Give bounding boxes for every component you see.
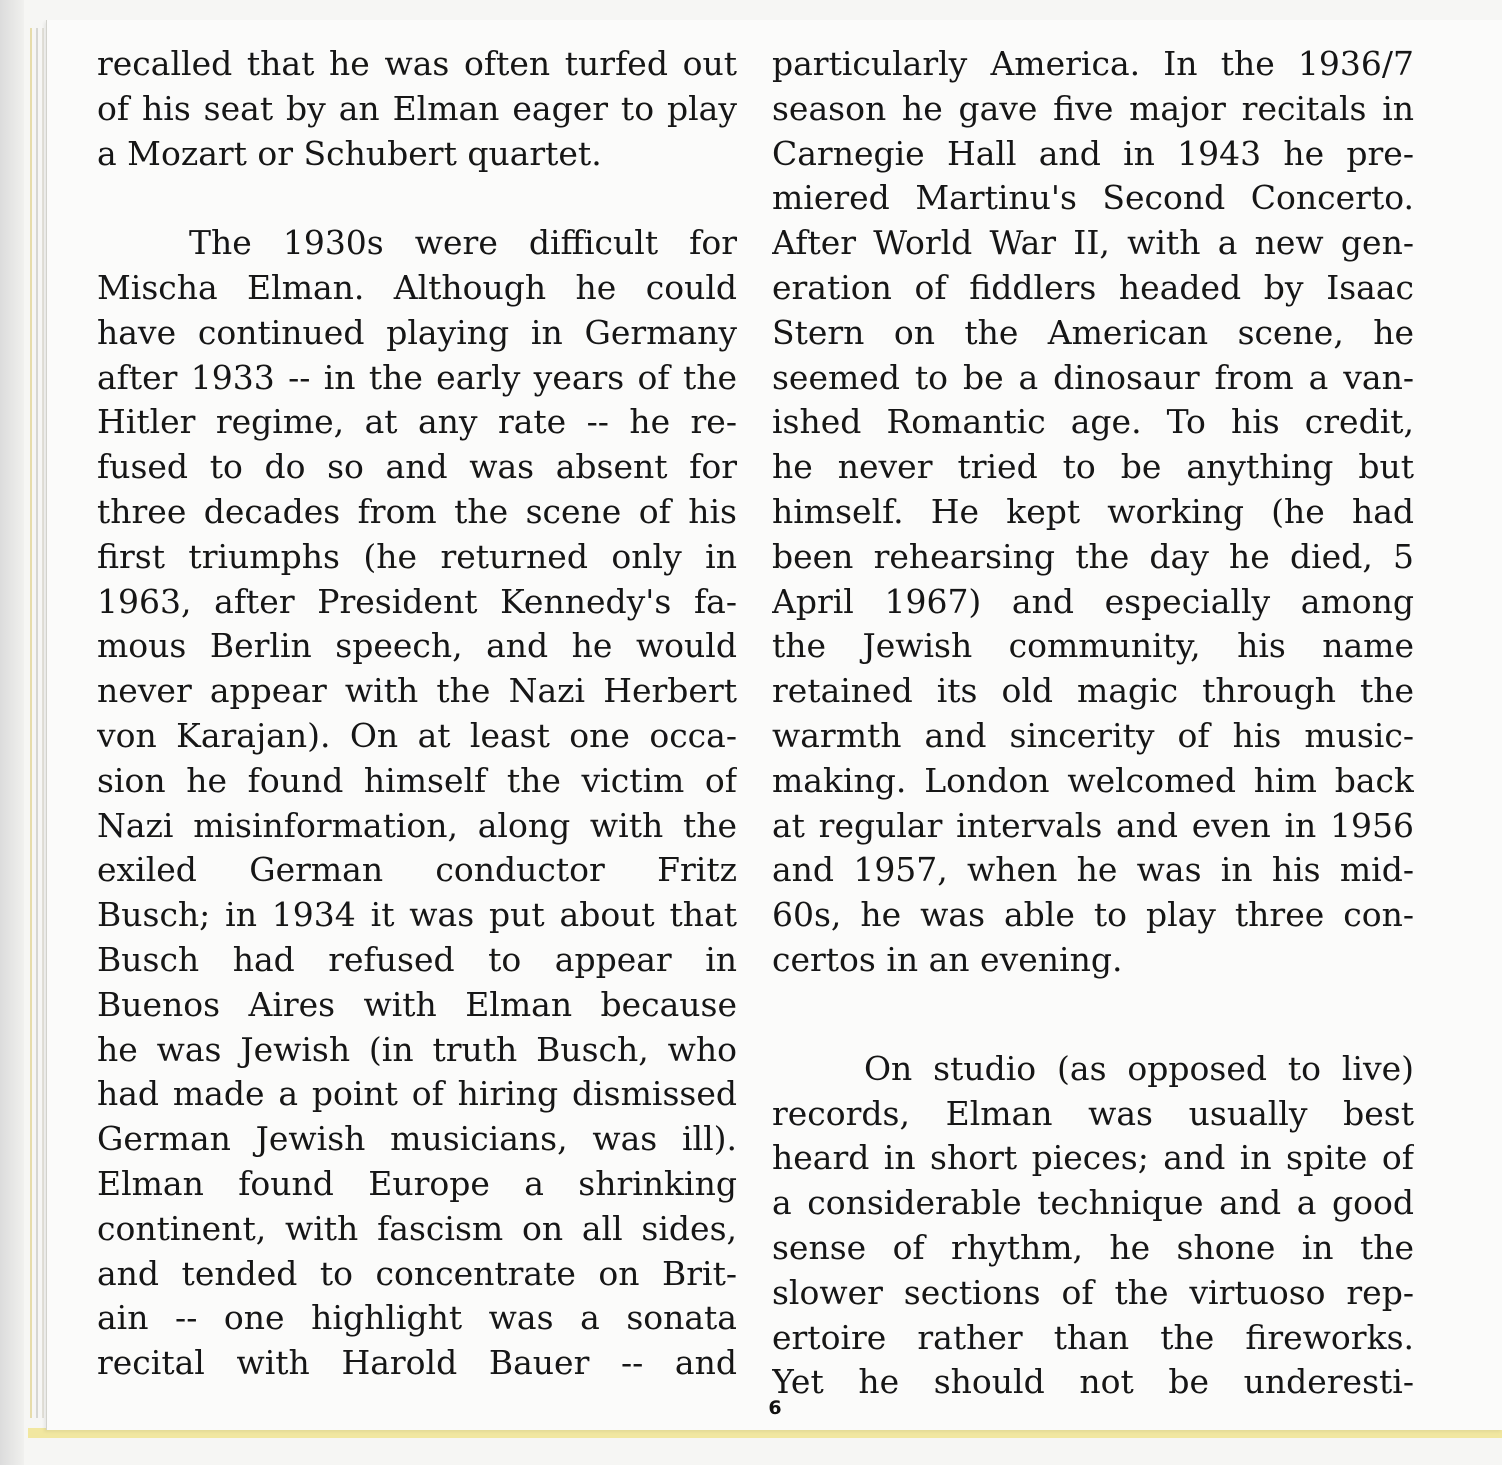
text-line: particularly America. In the 1936/7 (772, 44, 1414, 83)
paragraph-gap (772, 983, 1414, 1047)
booklet-edge-gray (36, 28, 38, 1418)
text-line: a Mozart or Schubert quartet. (97, 133, 602, 173)
booklet-edge-light (42, 28, 44, 1418)
page-number: 6 (768, 1397, 782, 1419)
text-line: 60s, he was able to play three con- (772, 895, 1414, 935)
left-column (97, 42, 737, 1386)
text-line: the Jewish community, his name (772, 626, 1414, 666)
text-line: On studio (as opposed to live) (864, 1048, 1414, 1088)
text-line: Elman found Europe a shrinking (97, 1163, 737, 1203)
text-line: heard in short pieces; and in spite of (772, 1138, 1414, 1178)
text-line: ertoire rather than the fireworks. (772, 1317, 1414, 1357)
text-line: German Jewish musicians, was ill). (97, 1119, 737, 1159)
text-line: mous Berlin speech, and he would (97, 626, 737, 666)
text-line: Nazi misinformation, along with the (97, 805, 737, 845)
text-line: records, Elman was usually best (772, 1093, 1414, 1133)
text-line: at regular intervals and even in 1956 (772, 805, 1414, 845)
text-line: continent, with fascism on all sides, (97, 1208, 737, 1248)
text-line: had made a point of hiring dismissed (97, 1074, 737, 1114)
text-line: warmth and sincerity of his music- (772, 715, 1414, 755)
text-line: himself. He kept working (he had (772, 491, 1414, 531)
text-line: he was Jewish (in truth Busch, who (97, 1029, 737, 1069)
text-line: have continued playing in Germany (97, 312, 737, 352)
text-line: Carnegie Hall and in 1943 he pre- (772, 133, 1414, 173)
text-line: making. London welcomed him back (772, 760, 1414, 800)
text-line: and 1957, when he was in his mid- (772, 850, 1414, 890)
right-paragraph-1 (772, 42, 1414, 983)
booklet-page (46, 20, 1502, 1430)
text-line: season he gave five major recitals in (772, 88, 1414, 128)
text-line: von Karajan). On at least one occa- (97, 715, 737, 755)
paragraph-gap (97, 176, 737, 221)
booklet-edge-yellow (30, 28, 32, 1418)
text-line: seemed to be a dinosaur from a van- (772, 357, 1414, 397)
text-line: been rehearsing the day he died, 5 (772, 536, 1414, 576)
text-line: sense of rhythm, he shone in the (772, 1227, 1414, 1267)
text-line: Busch had refused to appear in (97, 939, 737, 979)
text-line: The 1930s were difficult for (189, 223, 737, 263)
right-paragraph-2 (772, 1047, 1414, 1405)
text-line: after 1933 -- in the early years of the (97, 357, 737, 397)
text-line: Mischa Elman. Although he could (97, 267, 737, 307)
text-line: of his seat by an Elman eager to play (97, 88, 737, 128)
text-line: recital with Harold Bauer -- and (97, 1343, 737, 1383)
text-line: Stern on the American scene, he (772, 312, 1414, 352)
text-line: 1963, after President Kennedy's fa- (97, 581, 737, 621)
text-line: he never tried to be anything but (772, 447, 1414, 487)
text-line: ished Romantic age. To his credit, (772, 402, 1414, 442)
text-line: a considerable technique and a good (772, 1183, 1414, 1223)
text-line: never appear with the Nazi Herbert (97, 671, 737, 711)
text-line: retained its old magic through the (772, 671, 1414, 711)
text-line: sion he found himself the victim of (97, 760, 737, 800)
text-line: first triumphs (he returned only in (97, 536, 737, 576)
text-line: ain -- one highlight was a sonata (97, 1298, 737, 1338)
text-line: eration of fiddlers headed by Isaac (772, 267, 1414, 307)
text-line: miered Martinu's Second Concerto. (772, 178, 1414, 218)
text-line: certos in an evening. (772, 939, 1123, 979)
text-line: Busch; in 1934 it was put about that (97, 895, 737, 935)
text-line: recalled that he was often turfed out (97, 44, 737, 83)
text-line: three decades from the scene of his (97, 491, 737, 531)
text-line: April 1967) and especially among (772, 581, 1414, 621)
text-line: After World War II, with a new gen- (772, 223, 1414, 263)
text-line: exiled German conductor Fritz (97, 850, 737, 890)
left-paragraph-1 (97, 42, 737, 176)
text-line: Hitler regime, at any rate -- he re- (97, 402, 737, 442)
text-line: and tended to concentrate on Brit- (97, 1253, 737, 1293)
text-line: Buenos Aires with Elman because (97, 984, 737, 1024)
text-line: fused to do so and was absent for (97, 447, 737, 487)
text-line: Yet he should not be underesti- (772, 1362, 1414, 1402)
scan-edge-shadow (0, 0, 24, 1465)
right-column (772, 42, 1414, 1405)
left-paragraph-2 (97, 221, 737, 1386)
text-line: slower sections of the virtuoso rep- (772, 1272, 1414, 1312)
